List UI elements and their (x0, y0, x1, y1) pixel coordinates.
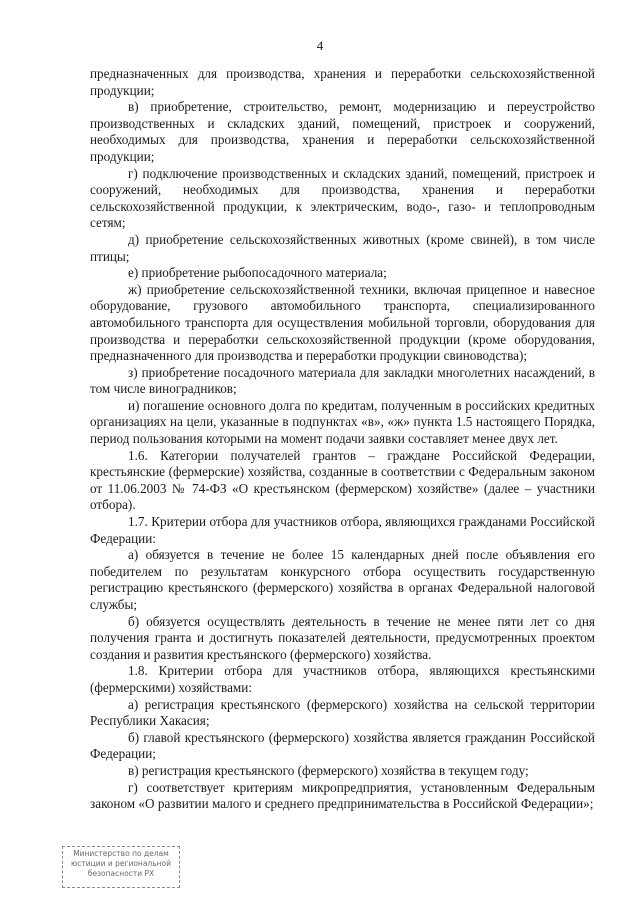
paragraph: г) соответствует критериям микропредприятия, установленным Федеральным законом «О развитии малого и среднего предпринимательства в Российской Федерации»; (90, 779, 595, 812)
stamp-line: Министерство по делам (73, 849, 169, 858)
paragraph: а) регистрация крестьянского (фермерского) хозяйства на сельской территории Республики Хакасия; (90, 696, 595, 729)
paragraph: е) приобретение рыбопосадочного материала; (128, 265, 387, 281)
paragraph: г) подключение производственных и складских зданий, помещений, пристроек и сооружений, необходимых для производства, хранения и переработки сельскохозяйственной продукции, к электрическим, водо-, газо- и теплопроводным сетям; (90, 165, 595, 231)
registration-stamp (62, 846, 180, 888)
paragraph: 1.7. Критерии отбора для участников отбора, являющихся гражданами Российской Федерации: (90, 514, 595, 546)
stamp-line: безопасности РХ (87, 869, 155, 878)
paragraph: а) обязуется в течение не более 15 календарных дней после объявления его победителем по результатам конкурсного отбора осуществить государственную регистрацию крестьянского (фермерского) хозяйства в органах Федеральной налоговой службы; (90, 547, 595, 612)
page-number: 4 (316, 38, 324, 53)
paragraph: д) приобретение сельскохозяйственных животных (кроме свиней), в том числе птицы; (90, 231, 595, 264)
paragraph: ж) приобретение сельскохозяйственной техники, включая прицепное и навесное оборудование, грузового автомобильного транспорта, специализированного автомобильного транспорта для осуществления мобильной торговли, оборудования для производства и переработки сельскохозяйственной продукции (кроме оборудования, предназначенного для производства и переработки продукции свиноводства); (90, 281, 595, 364)
paragraph: в) регистрация крестьянского (фермерского) хозяйства в текущем году; (128, 762, 529, 778)
stamp-line: юстиции и региональной (70, 859, 172, 868)
paragraph: 1.6. Категории получателей грантов – граждане Российской Федерации, крестьянские (фермерские) хозяйства, созданные в соответствии с Федеральным законом от 11.06.2003 № 74-ФЗ «О крестьянском (фермерском) хозяйстве» (далее – участники отбора). (90, 447, 595, 513)
document-body (90, 66, 595, 813)
paragraph: з) приобретение посадочного материала для закладки многолетних насаждений, в том числе виноградников; (90, 364, 595, 397)
paragraph: б) главой крестьянского (фермерского) хозяйства является гражданин Российской Федерации; (90, 729, 595, 762)
paragraph: б) обязуется осуществлять деятельность в течение не менее пяти лет со дня получения гранта и достигнуть показателей деятельности, предусмотренных проектом создания и развития крестьянского (фермерского) хозяйства. (90, 613, 595, 662)
paragraph: 1.8. Критерии отбора для участников отбора, являющихся крестьянскими (фермерскими) хозяйствами: (90, 663, 595, 695)
paragraph: в) приобретение, строительство, ремонт, модернизацию и переустройство производственных и складских зданий, помещений, пристроек и сооружений, необходимых для производства, хранения и переработки сельскохозяйственной продукции; (90, 99, 595, 164)
paragraph: и) погашение основного долга по кредитам, полученным в российских кредитных организациях на цели, указанные в подпунктах «в», «ж» пункта 1.5 настоящего Порядка, период пользования которыми на момент подачи заявки составляет менее двух лет. (90, 397, 595, 447)
paragraph: предназначенных для производства, хранения и переработки сельскохозяйственной продукции; (90, 66, 595, 98)
